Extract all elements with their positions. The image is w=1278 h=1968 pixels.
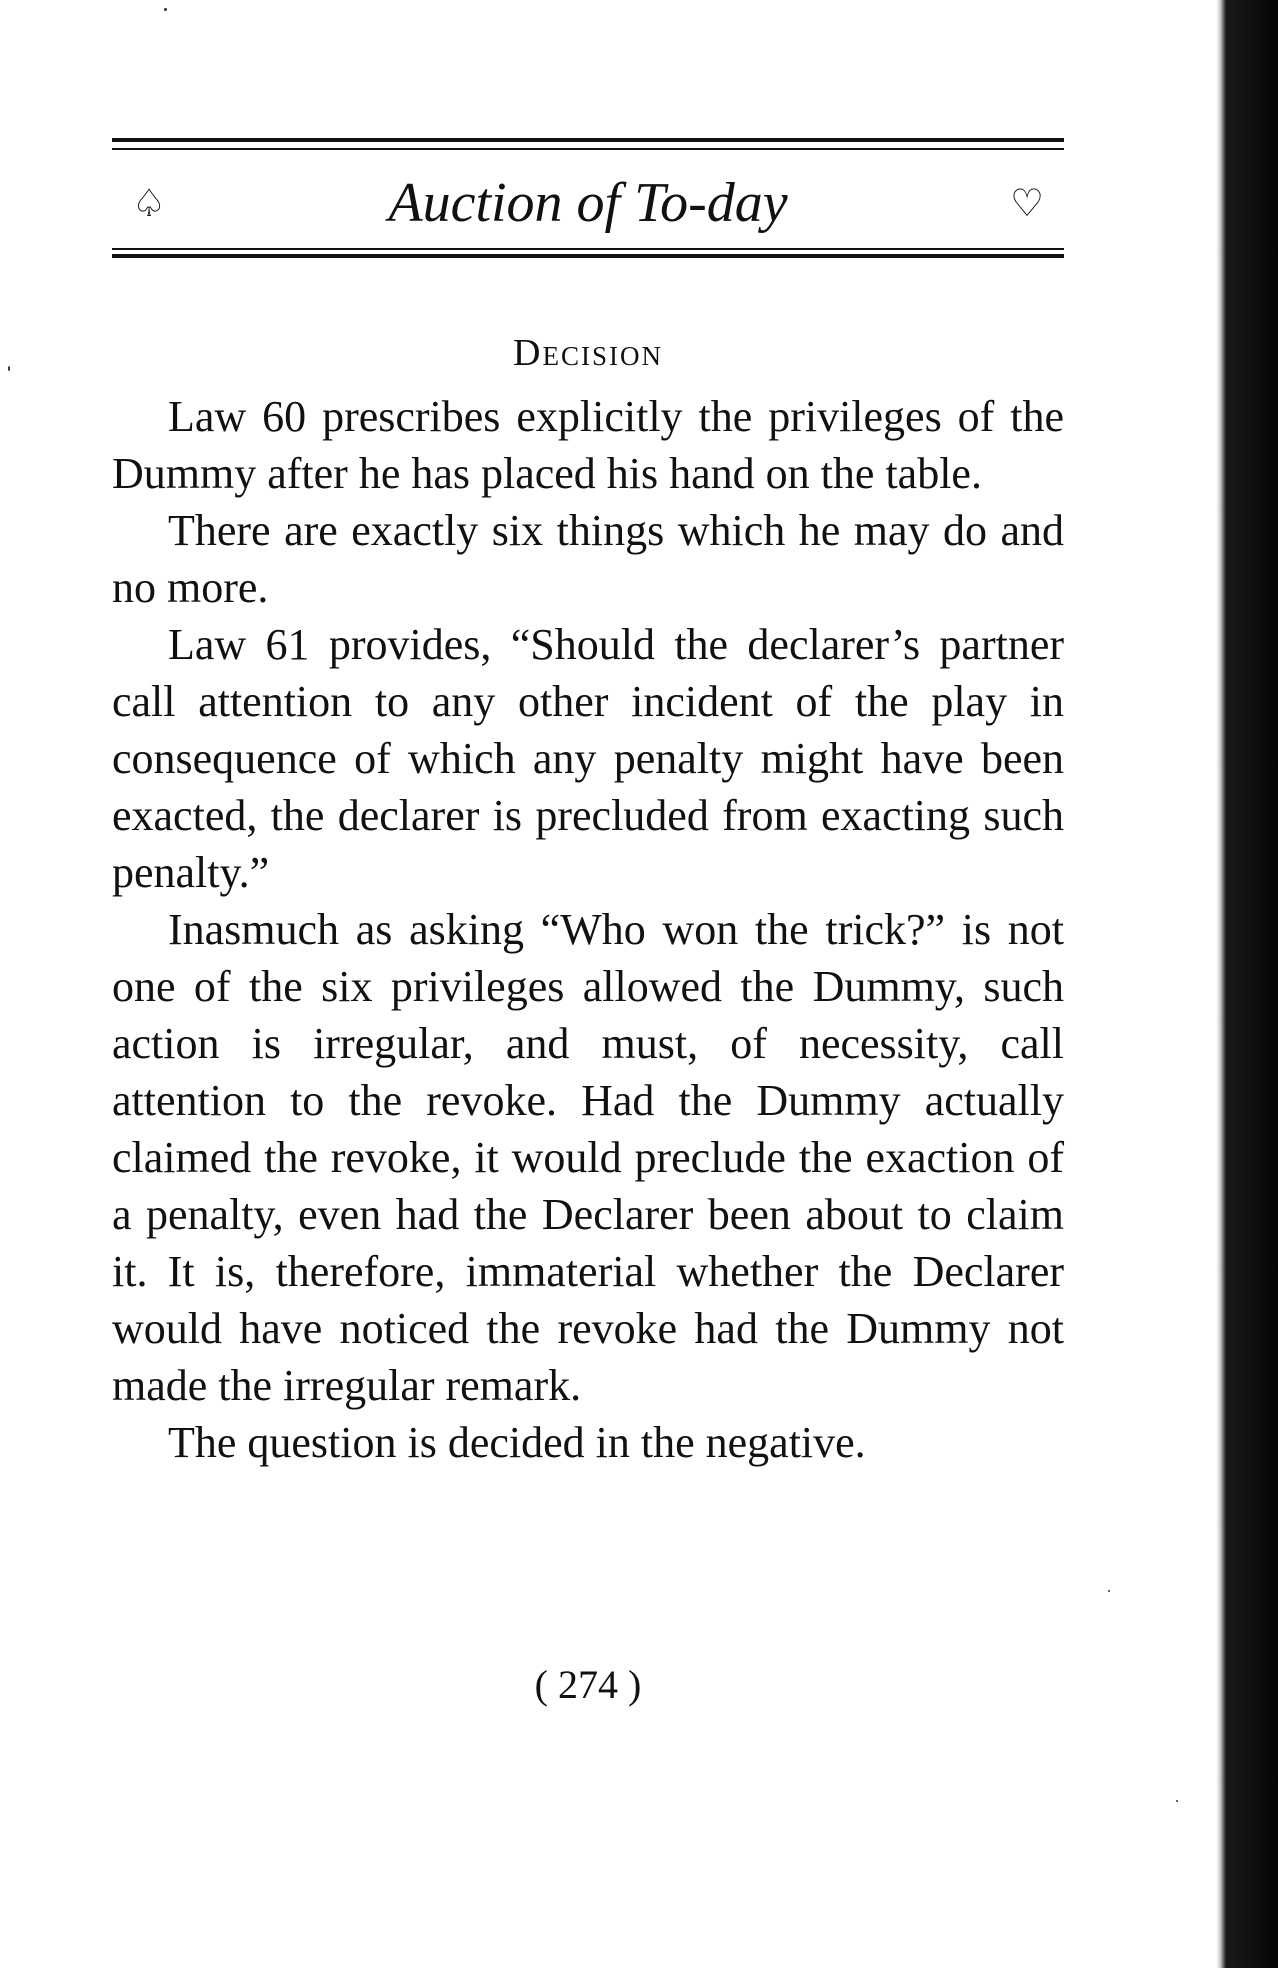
heart-icon: ♡ — [1010, 183, 1045, 225]
paragraph: Inasmuch as asking “Who won the trick?” is not one of the six privileges allowed the Dummy, such action is irregular, and must, of necessity, call attention to the revoke. Had the Dummy actually claimed the revoke, it would preclude the exaction of a penalty, even had the Declarer been about to claim it. It is, therefore, immaterial whether the Declarer would have noticed the revoke had the Dummy not made the irregular remark. — [112, 905, 1064, 1410]
running-title: Auction of To-day — [388, 172, 788, 234]
paragraph: Law 61 provides, “Should the declarer’s partner call attention to any other incident of the play in consequence of which any penalty might have been exacted, the declarer is precluded from exacting such penalty.” — [112, 620, 1064, 897]
print-speck — [1176, 1800, 1178, 1802]
paragraph: Law 60 prescribes explicitly the privileges of the Dummy after he has placed his hand on the table. — [112, 392, 1064, 498]
running-header — [112, 138, 1064, 262]
binding-edge — [1216, 0, 1278, 1968]
page-number: ( 274 ) — [534, 1662, 642, 1707]
print-speck — [8, 366, 10, 371]
spade-icon: ♤ — [132, 183, 167, 225]
header-rule-bottom-thin — [112, 248, 1064, 250]
section-heading: Decision — [513, 332, 663, 374]
print-speck — [164, 8, 167, 11]
header-rule-top-thin — [112, 148, 1064, 150]
body-text — [112, 388, 1064, 1471]
paragraph: There are exactly six things which he may do and no more. — [112, 506, 1064, 612]
header-rule-bottom — [112, 254, 1064, 258]
header-rule-top — [112, 138, 1064, 142]
paragraph: The question is decided in the negative. — [168, 1418, 866, 1467]
print-speck — [1108, 1590, 1110, 1592]
